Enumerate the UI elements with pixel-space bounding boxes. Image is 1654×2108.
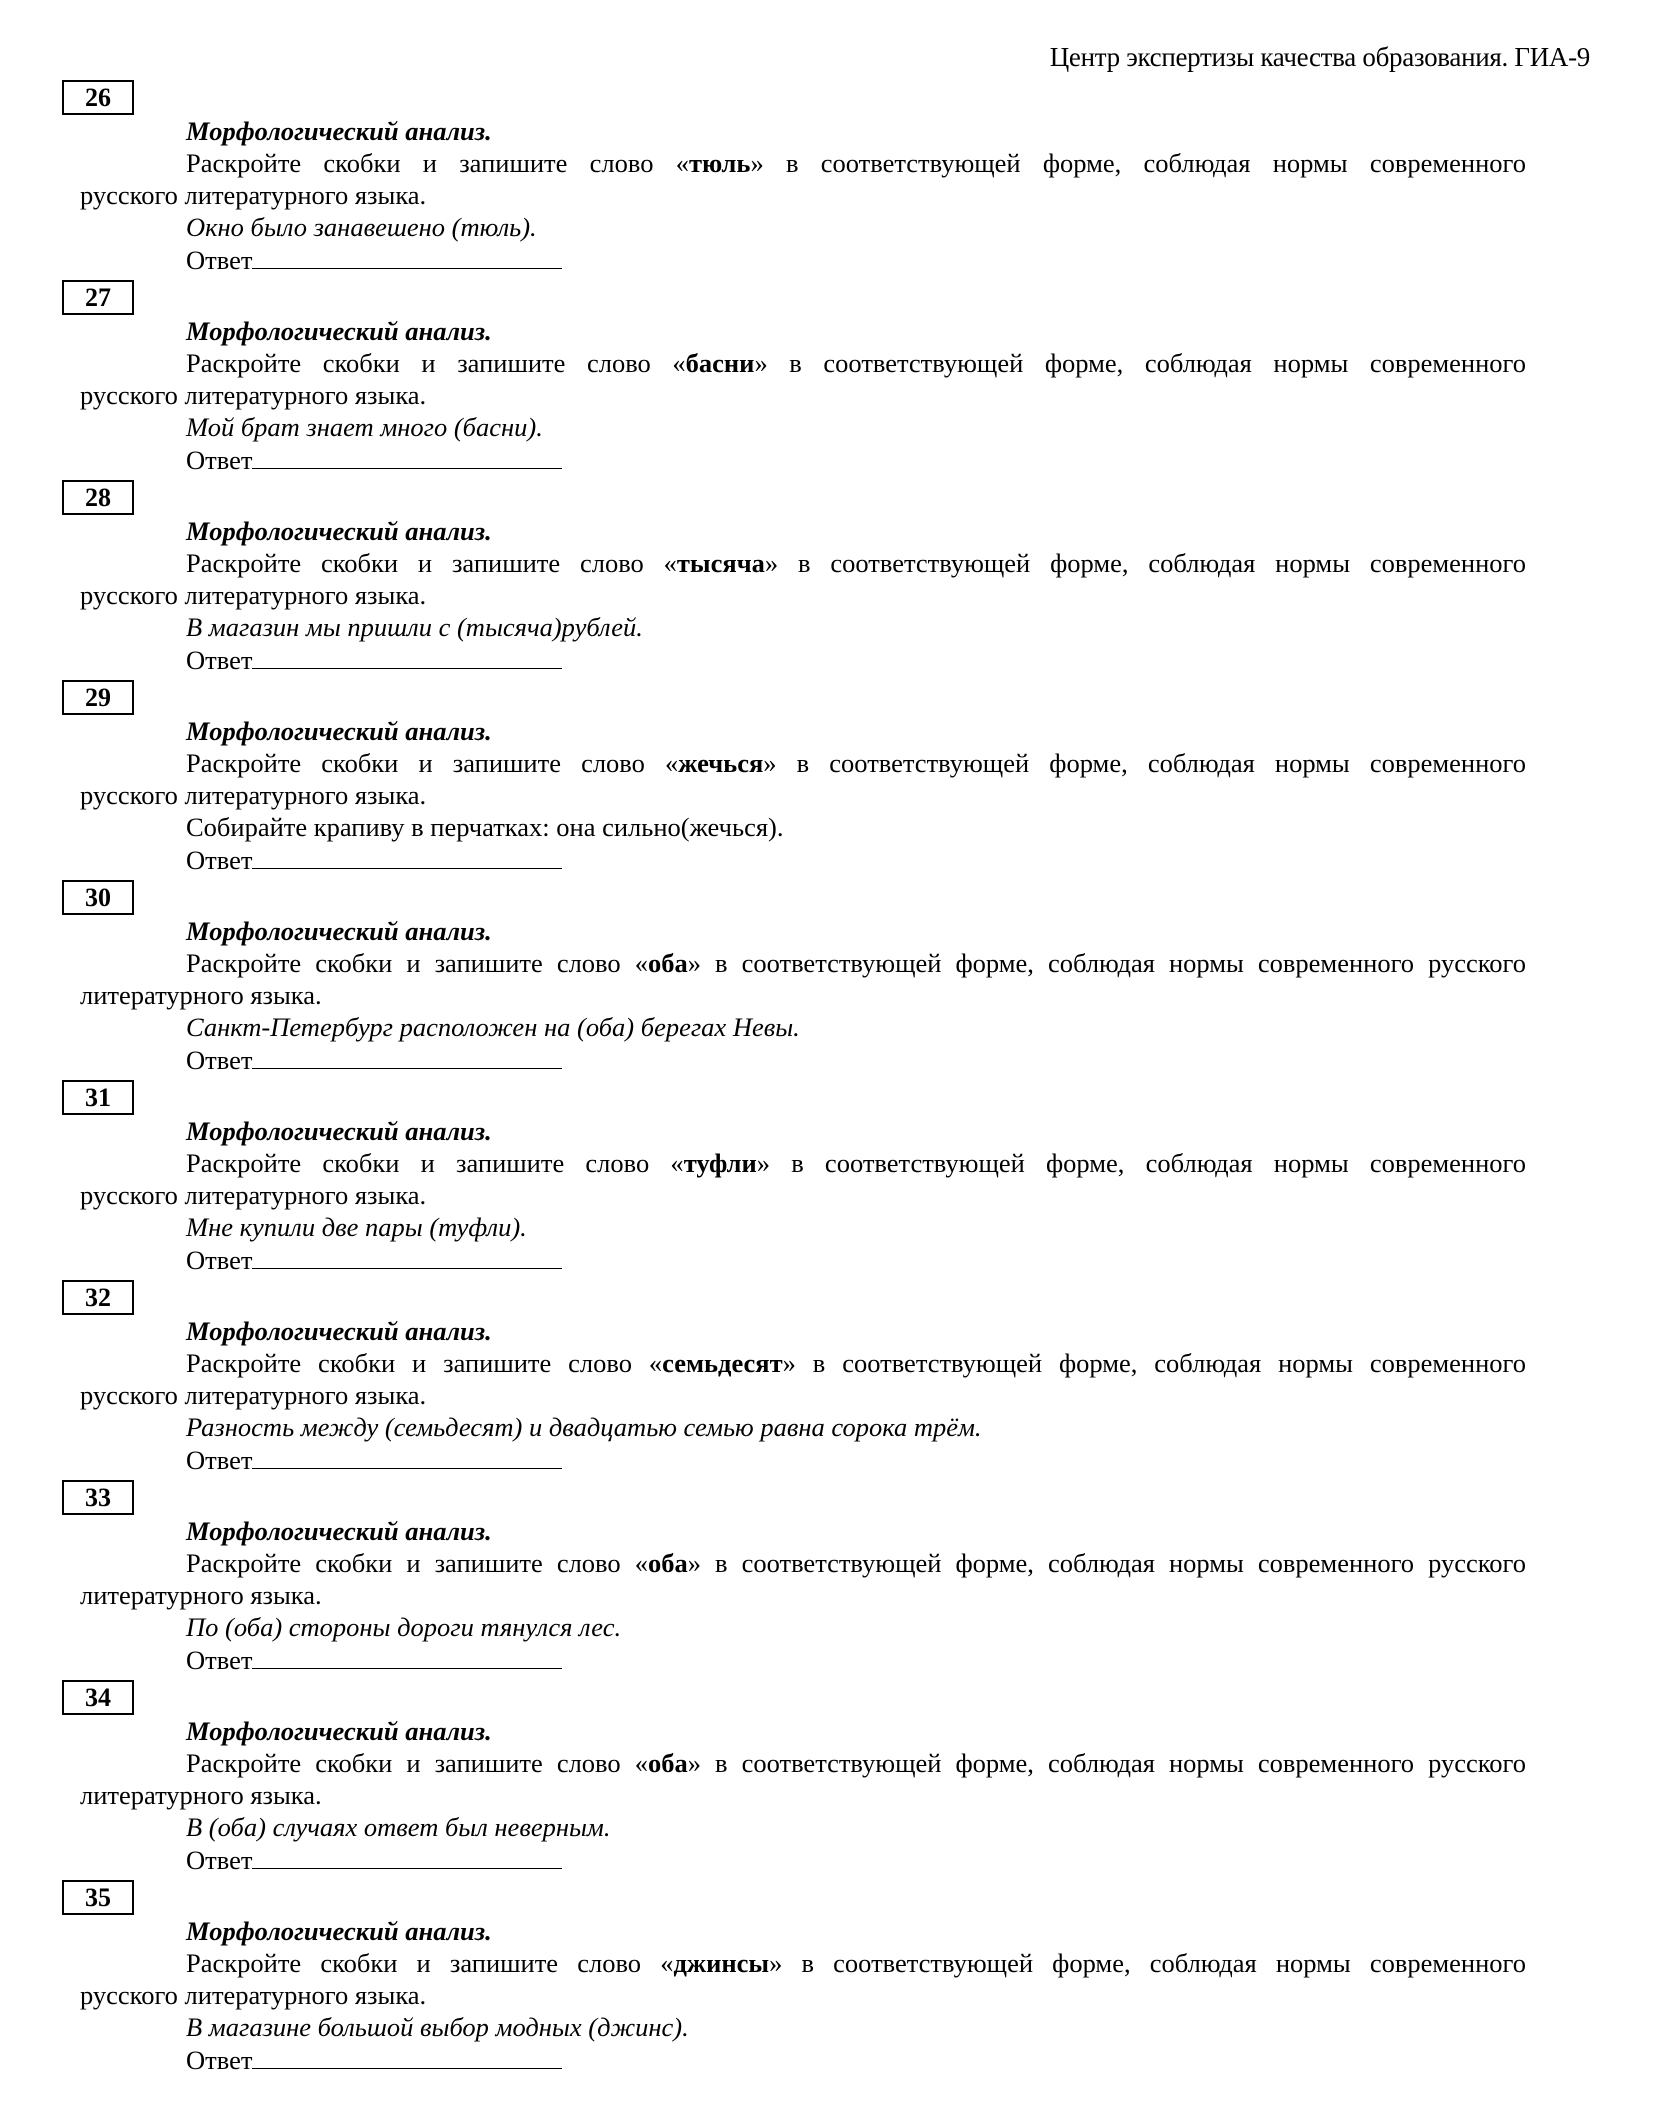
task-title: Морфологический анализ. [186, 1316, 492, 1346]
answer-field[interactable] [252, 1444, 562, 1469]
task-number-box: 34 [62, 1680, 134, 1715]
task-number-box: 33 [62, 1480, 134, 1515]
answer-field[interactable] [252, 444, 562, 469]
answer-label: Ответ [186, 1645, 253, 1675]
task-instruction-continuation: русского литературного языка. [80, 380, 427, 410]
task-number-box: 29 [62, 680, 134, 715]
task-item [0, 280, 1654, 480]
task-instruction-continuation: русского литературного языка. [80, 1380, 427, 1410]
task-instruction-continuation: русского литературного языка. [80, 1980, 427, 2010]
task-instruction [186, 1948, 1526, 1978]
task-example-sentence: Мне купили две пары (туфли). [186, 1212, 527, 1242]
task-instruction [186, 748, 1526, 778]
task-example-sentence: В магазин мы пришли с (тысяча)рублей. [186, 612, 643, 642]
task-title: Морфологический анализ. [186, 1916, 492, 1946]
task-item [0, 1880, 1654, 2080]
instruction-prefix: Раскройте скобки и запишите слово « [186, 1148, 684, 1178]
instruction-suffix: » в соответствующей форме, соблюдая нормы современного [764, 548, 1526, 578]
task-instruction [186, 1148, 1526, 1178]
target-word: басни [685, 348, 755, 378]
instruction-prefix: Раскройте скобки и запишите слово « [186, 548, 677, 578]
answer-field[interactable] [252, 1844, 562, 1869]
answer-field[interactable] [252, 844, 562, 869]
answer-row [186, 1444, 562, 1475]
instruction-suffix: » в соответствующей форме, соблюдая нормы современного русского [687, 948, 1526, 978]
instruction-prefix: Раскройте скобки и запишите слово « [186, 1948, 674, 1978]
task-number-box: 27 [62, 280, 134, 315]
answer-field[interactable] [252, 244, 562, 269]
answer-field[interactable] [252, 1644, 562, 1669]
answer-label: Ответ [186, 1845, 253, 1875]
instruction-prefix: Раскройте скобки и запишите слово « [186, 748, 679, 778]
target-word: оба [647, 948, 688, 978]
instruction-prefix: Раскройте скобки и запишите слово « [186, 348, 686, 378]
answer-label: Ответ [186, 1045, 253, 1075]
answer-row [186, 1844, 562, 1875]
task-example-sentence: Окно было занавешено (тюль). [186, 212, 537, 242]
instruction-prefix: Раскройте скобки и запишите слово « [186, 148, 689, 178]
task-number-box: 30 [62, 880, 134, 915]
task-instruction-continuation: литературного языка. [80, 980, 322, 1010]
answer-field[interactable] [252, 1244, 562, 1269]
task-instruction-continuation: литературного языка. [80, 1580, 322, 1610]
task-instruction-continuation: русского литературного языка. [80, 180, 427, 210]
instruction-prefix: Раскройте скобки и запишите слово « [186, 1748, 648, 1778]
task-item [0, 880, 1654, 1080]
answer-row [186, 2044, 562, 2075]
instruction-prefix: Раскройте скобки и запишите слово « [186, 948, 648, 978]
answer-row [186, 644, 562, 675]
task-instruction-continuation: литературного языка. [80, 1780, 322, 1810]
answer-row [186, 244, 562, 275]
task-example-sentence: Разность между (семьдесят) и двадцатью семью равна сорока трём. [186, 1412, 982, 1442]
task-item [0, 1480, 1654, 1680]
task-title: Морфологический анализ. [186, 516, 492, 546]
answer-row [186, 1244, 562, 1275]
answer-label: Ответ [186, 2045, 253, 2075]
task-title: Морфологический анализ. [186, 116, 492, 146]
instruction-prefix: Раскройте скобки и запишите слово « [186, 1548, 648, 1578]
answer-field[interactable] [252, 2044, 562, 2069]
task-instruction [186, 348, 1526, 378]
answer-row [186, 1044, 562, 1075]
task-example-sentence: Собирайте крапиву в перчатках: она сильно(жечься). [186, 812, 784, 842]
instruction-prefix: Раскройте скобки и запишите слово « [186, 1348, 663, 1378]
task-instruction [186, 1548, 1526, 1578]
answer-label: Ответ [186, 445, 253, 475]
task-example-sentence: Санкт-Петербург расположен на (оба) берегах Невы. [186, 1012, 800, 1042]
target-word: джинсы [673, 1948, 770, 1978]
target-word: жечься [678, 748, 764, 778]
task-instruction-continuation: русского литературного языка. [80, 780, 427, 810]
answer-label: Ответ [186, 645, 253, 675]
task-item [0, 1080, 1654, 1280]
task-instruction-continuation: русского литературного языка. [80, 1180, 427, 1210]
answer-row [186, 844, 562, 875]
task-title: Морфологический анализ. [186, 316, 492, 346]
task-instruction [186, 148, 1526, 178]
task-instruction [186, 1748, 1526, 1778]
task-example-sentence: В магазине большой выбор модных (джинс). [186, 2012, 689, 2042]
task-example-sentence: По (оба) стороны дороги тянулся лес. [186, 1612, 622, 1642]
answer-field[interactable] [252, 644, 562, 669]
task-item [0, 1680, 1654, 1880]
task-item [0, 480, 1654, 680]
task-example-sentence: В (оба) случаях ответ был неверным. [186, 1812, 611, 1842]
task-number-box: 28 [62, 480, 134, 515]
task-title: Морфологический анализ. [186, 916, 492, 946]
task-instruction-continuation: русского литературного языка. [80, 580, 427, 610]
instruction-suffix: » в соответствующей форме, соблюдая нормы современного [782, 1348, 1526, 1378]
answer-field[interactable] [252, 1044, 562, 1069]
instruction-suffix: » в соответствующей форме, соблюдая нормы современного русского [687, 1748, 1526, 1778]
task-title: Морфологический анализ. [186, 1116, 492, 1146]
task-example-sentence: Мой брат знает много (басни). [186, 412, 543, 442]
instruction-suffix: » в соответствующей форме, соблюдая нормы современного русского [687, 1548, 1526, 1578]
task-title: Морфологический анализ. [186, 1516, 492, 1546]
task-number-box: 26 [62, 80, 134, 115]
task-instruction [186, 1348, 1526, 1378]
instruction-suffix: » в соответствующей форме, соблюдая нормы современного [750, 148, 1526, 178]
target-word: оба [647, 1748, 688, 1778]
task-title: Морфологический анализ. [186, 1716, 492, 1746]
task-item [0, 1280, 1654, 1480]
answer-row [186, 444, 562, 475]
page-header: Центр экспертизы качества образования. ГИА-9 [1049, 42, 1590, 72]
task-instruction [186, 948, 1526, 978]
target-word: семьдесят [662, 1348, 783, 1378]
task-number-box: 32 [62, 1280, 134, 1315]
task-item [0, 80, 1654, 280]
answer-label: Ответ [186, 845, 253, 875]
answer-row [186, 1644, 562, 1675]
instruction-suffix: » в соответствующей форме, соблюдая нормы современного [756, 1148, 1526, 1178]
task-number-box: 35 [62, 1880, 134, 1915]
target-word: оба [647, 1548, 688, 1578]
task-title: Морфологический анализ. [186, 716, 492, 746]
target-word: туфли [683, 1148, 757, 1178]
instruction-suffix: » в соответствующей форме, соблюдая нормы современного [769, 1948, 1526, 1978]
target-word: тысяча [676, 548, 765, 578]
task-item [0, 680, 1654, 880]
answer-label: Ответ [186, 245, 253, 275]
task-instruction [186, 548, 1526, 578]
instruction-suffix: » в соответствующей форме, соблюдая нормы современного [754, 348, 1526, 378]
instruction-suffix: » в соответствующей форме, соблюдая нормы современного [763, 748, 1526, 778]
target-word: тюль [688, 148, 751, 178]
answer-label: Ответ [186, 1245, 253, 1275]
task-number-box: 31 [62, 1080, 134, 1115]
answer-label: Ответ [186, 1445, 253, 1475]
